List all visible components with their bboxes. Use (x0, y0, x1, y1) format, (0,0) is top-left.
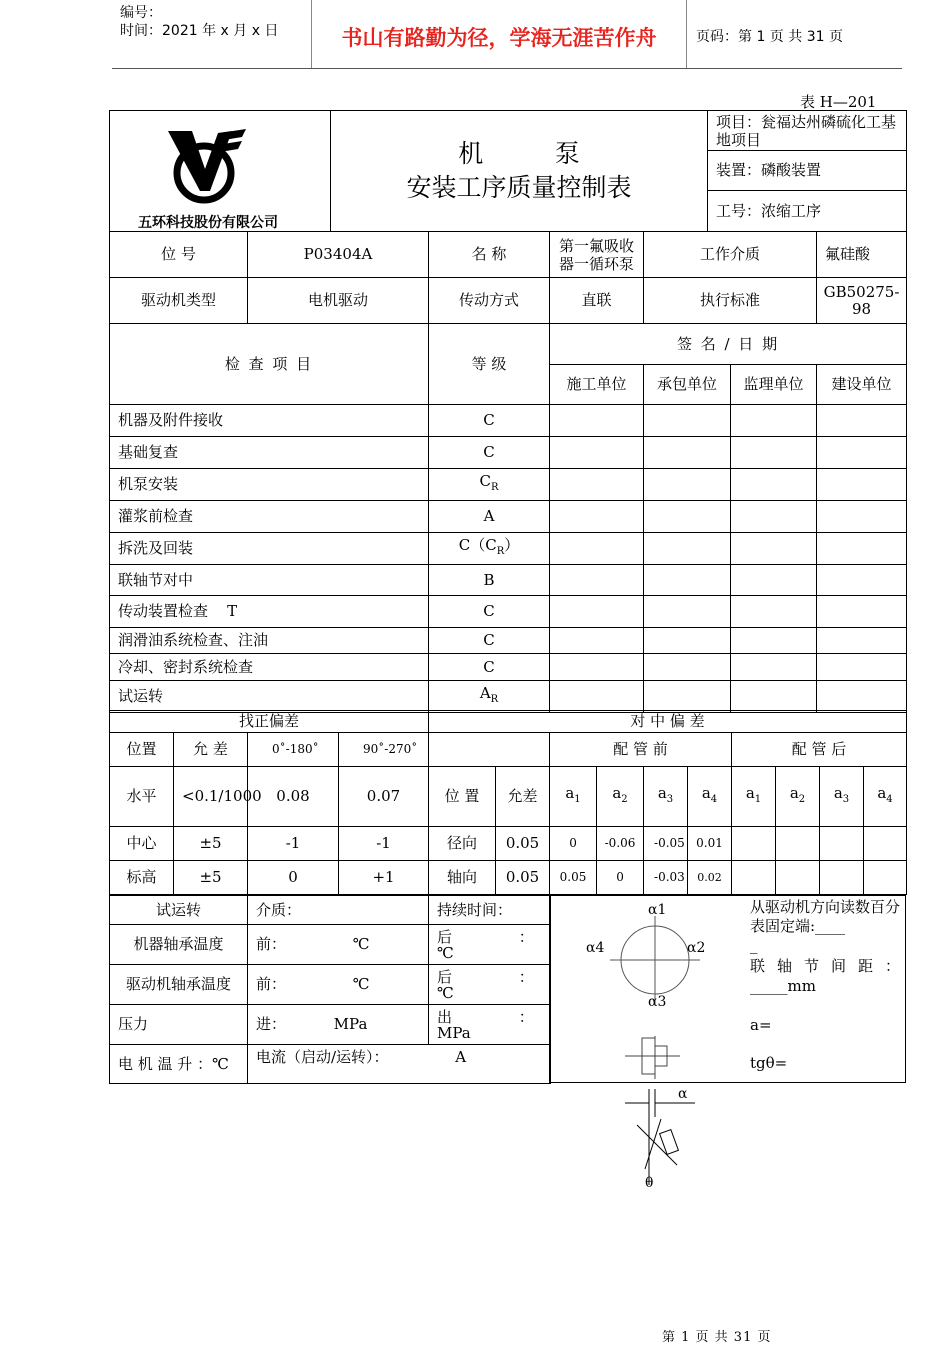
page-info: 页码：第 1 页 共 31 页 (696, 29, 843, 45)
name-value: 第一氟吸收器一循环泵 (550, 232, 644, 278)
grade-header: 等 级 (429, 324, 550, 405)
label-a4: α4 (586, 940, 605, 956)
sign-cell[interactable] (550, 681, 644, 713)
post-pipe: 配 管 后 (732, 733, 907, 767)
check-item-header: 检 查 项 目 (110, 324, 429, 405)
check-row (110, 628, 907, 654)
project-cell: 项目：瓮福达州磷硫化工基地项目 (708, 111, 907, 151)
machine-bearing-front: 前： ℃ (248, 925, 429, 965)
blank-head (429, 733, 550, 767)
alpha-label: α (678, 1086, 688, 1102)
sign-cell[interactable] (817, 681, 907, 713)
machine-bearing-rear: 后 ：℃ (429, 925, 551, 965)
sign-cell[interactable] (644, 628, 731, 654)
check-item-grade: C (429, 437, 550, 469)
check-item-grade: $C_R$ (429, 469, 550, 501)
title-cell (331, 111, 708, 232)
check-row (110, 405, 907, 437)
time-label: 时间：2021 年 x 月 x 日 (120, 23, 279, 39)
post-a4: $a_4$ (864, 767, 907, 827)
alignment-right-title: 对 中 偏 差 (429, 711, 907, 733)
pre-a1: $a_1$ (550, 767, 597, 827)
sign-cell[interactable] (644, 437, 731, 469)
sign-cell[interactable] (550, 596, 644, 628)
check-item-grade: B (429, 565, 550, 596)
check-row (110, 596, 907, 628)
motor-temp: 电 机 温 升 ：℃ (110, 1045, 248, 1084)
sign-cell[interactable] (731, 469, 817, 501)
drive-label: 驱动机类型 (110, 278, 248, 324)
sign-cell[interactable] (817, 405, 907, 437)
sign-cell[interactable] (817, 565, 907, 596)
row-center-tol: ±5 (174, 827, 248, 861)
check-item-name: 基础复查 (110, 437, 429, 469)
sign-cell[interactable] (731, 405, 817, 437)
alignment-left-title: 找正偏差 (110, 711, 429, 733)
check-item-name: 机器及附件接收 (110, 405, 429, 437)
driver-bearing-label: 驱动机轴承温度 (110, 965, 248, 1005)
pressure-inlet: 进： MPa (248, 1005, 429, 1045)
axial-post-a4 (864, 861, 907, 895)
logo-cell (110, 111, 331, 232)
sign-cell[interactable] (731, 533, 817, 565)
unit-owner: 建设单位 (817, 365, 907, 405)
header-center (312, 0, 687, 68)
check-row (110, 437, 907, 469)
axial-a3: -0.03 (644, 861, 688, 895)
check-row (110, 469, 907, 501)
motto: 书山有路勤为径，学海无涯苦作舟 (341, 26, 657, 50)
sign-cell[interactable] (644, 654, 731, 681)
page-footer: 第 1 页 共 31 页 (662, 1330, 772, 1345)
unit-construction: 施工单位 (550, 365, 644, 405)
trans-value: 直联 (550, 278, 644, 324)
radial-label: 径向 (429, 827, 496, 861)
sign-cell[interactable] (817, 596, 907, 628)
read-text: 从驱动机方向读数百分表固定端:____ (750, 898, 901, 935)
check-item-name: 灌浆前检查 (110, 501, 429, 533)
pressure-label: 压力 (110, 1005, 248, 1045)
axial-post-a2 (776, 861, 820, 895)
check-item-name: 试运转 (110, 681, 429, 713)
axial-post-a1 (732, 861, 776, 895)
sign-cell[interactable] (550, 628, 644, 654)
post-a1: $a_1$ (732, 767, 776, 827)
sign-cell[interactable] (644, 469, 731, 501)
check-row (110, 565, 907, 596)
theta-label: θ (645, 1175, 654, 1191)
row-elev-pos: 标高 (110, 861, 174, 895)
axial-a2: 0 (597, 861, 644, 895)
radial-a3: -0.05 (644, 827, 688, 861)
axial-post-a3 (820, 861, 864, 895)
angle-diagram-icon (615, 1085, 705, 1195)
radial-post-a3 (820, 827, 864, 861)
trial-medium: 介质： (248, 896, 429, 925)
sign-cell[interactable] (731, 565, 817, 596)
a-eq: a= (750, 1016, 772, 1034)
radial-a2: -0.06 (597, 827, 644, 861)
sign-cell[interactable] (731, 596, 817, 628)
read-underscore: _ (750, 936, 758, 954)
coupling-text: 联 轴 节 间 距 ：_____mm (750, 957, 900, 995)
label-a1: α1 (648, 902, 667, 918)
sign-cell[interactable] (550, 405, 644, 437)
sign-cell[interactable] (817, 501, 907, 533)
sign-cell[interactable] (644, 565, 731, 596)
label-a2: α2 (687, 940, 706, 956)
unit-contractor: 承包单位 (644, 365, 731, 405)
title-line1: 机 泵 (458, 139, 580, 168)
trial-table (109, 895, 551, 1084)
sign-cell[interactable] (550, 469, 644, 501)
radial-post-a4 (864, 827, 907, 861)
sign-cell[interactable] (644, 596, 731, 628)
sign-cell[interactable] (817, 654, 907, 681)
sign-cell[interactable] (731, 501, 817, 533)
name-label: 名 称 (429, 232, 550, 278)
sign-cell[interactable] (550, 501, 644, 533)
post-a2: $a_2$ (776, 767, 820, 827)
check-item-grade: C (429, 628, 550, 654)
sign-cell[interactable] (817, 533, 907, 565)
check-item-name: 润滑油系统检查、注油 (110, 628, 429, 654)
row-center-b: -1 (339, 827, 429, 861)
dial-diagram-icon (550, 896, 750, 1081)
check-item-grade: C (429, 405, 550, 437)
row-horizontal-a: 0.08 (248, 767, 339, 827)
pre-pipe: 配 管 前 (550, 733, 732, 767)
check-item-name: 机泵安装 (110, 469, 429, 501)
drive-value: 电机驱动 (248, 278, 429, 324)
check-row (110, 681, 907, 713)
radial-post-a2 (776, 827, 820, 861)
sign-cell[interactable] (550, 565, 644, 596)
check-table (109, 231, 907, 713)
axial-a1: 0.05 (550, 861, 597, 895)
radial-post-a1 (732, 827, 776, 861)
pressure-outlet: 出 ：MPa (429, 1005, 551, 1045)
sign-cell[interactable] (731, 628, 817, 654)
sign-cell[interactable] (550, 437, 644, 469)
device-cell: 装置：磷酸装置 (708, 151, 907, 191)
check-item-name: 冷却、密封系统检查 (110, 654, 429, 681)
company-name: 五环科技股份有限公司 (138, 215, 278, 231)
pos-value: P03404A (248, 232, 429, 278)
pre-a4: $a_4$ (688, 767, 732, 827)
check-item-grade: $C(C_R)$ (429, 533, 550, 565)
std-value: GB50275-98 (817, 278, 907, 324)
sign-cell[interactable] (731, 654, 817, 681)
pre-a3: $a_3$ (644, 767, 688, 827)
radial-a1: 0 (550, 827, 597, 861)
trial-label: 试运转 (110, 896, 248, 925)
row-elev-b: +1 (339, 861, 429, 895)
company-logo-icon (162, 125, 248, 205)
current: 电流（启动/运转）： A (248, 1045, 551, 1084)
right-tol-label: 允差 (496, 767, 550, 827)
sign-cell[interactable] (550, 654, 644, 681)
axial-a4: 0.02 (688, 861, 732, 895)
row-center-a: -1 (248, 827, 339, 861)
check-row (110, 501, 907, 533)
row-horizontal-pos: 水平 (110, 767, 174, 827)
pos-label: 位 号 (110, 232, 248, 278)
radial-a4: 0.01 (688, 827, 732, 861)
sign-cell[interactable] (550, 533, 644, 565)
check-item-grade: $A_R$ (429, 681, 550, 713)
title-line2: 安装工序质量控制表 (406, 173, 632, 202)
medium-label: 工作介质 (644, 232, 817, 278)
radial-tol: 0.05 (496, 827, 550, 861)
sign-cell[interactable] (817, 469, 907, 501)
right-pos-label: 位 置 (429, 767, 496, 827)
medium-value: 氟硅酸 (817, 232, 907, 278)
col-tol: 允 差 (174, 733, 248, 767)
trans-label: 传动方式 (429, 278, 550, 324)
sign-cell[interactable] (817, 628, 907, 654)
row-elev-a: 0 (248, 861, 339, 895)
sign-cell[interactable] (817, 437, 907, 469)
col-90-270: 90˚-270˚ (339, 733, 429, 767)
row-elev-tol: ±5 (174, 861, 248, 895)
check-item-grade: C (429, 654, 550, 681)
machine-bearing-label: 机器轴承温度 (110, 925, 248, 965)
col-0-180: 0˚-180˚ (248, 733, 339, 767)
check-row (110, 654, 907, 681)
pre-a2: $a_2$ (597, 767, 644, 827)
row-horizontal-b: 0.07 (339, 767, 429, 827)
header-left (112, 0, 312, 68)
tg-eq: tgθ= (750, 1054, 788, 1072)
label-a3: α3 (648, 994, 667, 1010)
col-pos: 位置 (110, 733, 174, 767)
check-item-grade: C (429, 596, 550, 628)
std-label: 执行标准 (644, 278, 817, 324)
driver-bearing-front: 前： ℃ (248, 965, 429, 1005)
check-item-name: 传动装置检查 T (110, 596, 429, 628)
check-item-name: 拆洗及回装 (110, 533, 429, 565)
form-number: 表 H—201 (800, 93, 877, 111)
row-horizontal-tol: <0.1/1000 (174, 767, 248, 827)
axial-tol: 0.05 (496, 861, 550, 895)
code-label: 编号： (120, 5, 162, 21)
page-header (112, 0, 902, 69)
sign-header: 签 名 / 日 期 (550, 324, 907, 365)
driver-bearing-rear: 后 ：℃ (429, 965, 551, 1005)
sign-cell[interactable] (731, 437, 817, 469)
unit-supervisor: 监理单位 (731, 365, 817, 405)
sign-cell[interactable] (644, 533, 731, 565)
check-row (110, 533, 907, 565)
check-item-name: 联轴节对中 (110, 565, 429, 596)
work-no-cell: 工号：浓缩工序 (708, 191, 907, 232)
sign-cell[interactable] (644, 501, 731, 533)
sign-cell[interactable] (644, 681, 731, 713)
check-item-grade: A (429, 501, 550, 533)
title-table (109, 110, 907, 232)
post-a3: $a_3$ (820, 767, 864, 827)
row-center-pos: 中心 (110, 827, 174, 861)
sign-cell[interactable] (644, 405, 731, 437)
trial-duration: 持续时间： (429, 896, 551, 925)
alignment-table (109, 710, 907, 895)
diagram-box (549, 895, 906, 1083)
axial-label: 轴向 (429, 861, 496, 895)
sign-cell[interactable] (731, 681, 817, 713)
